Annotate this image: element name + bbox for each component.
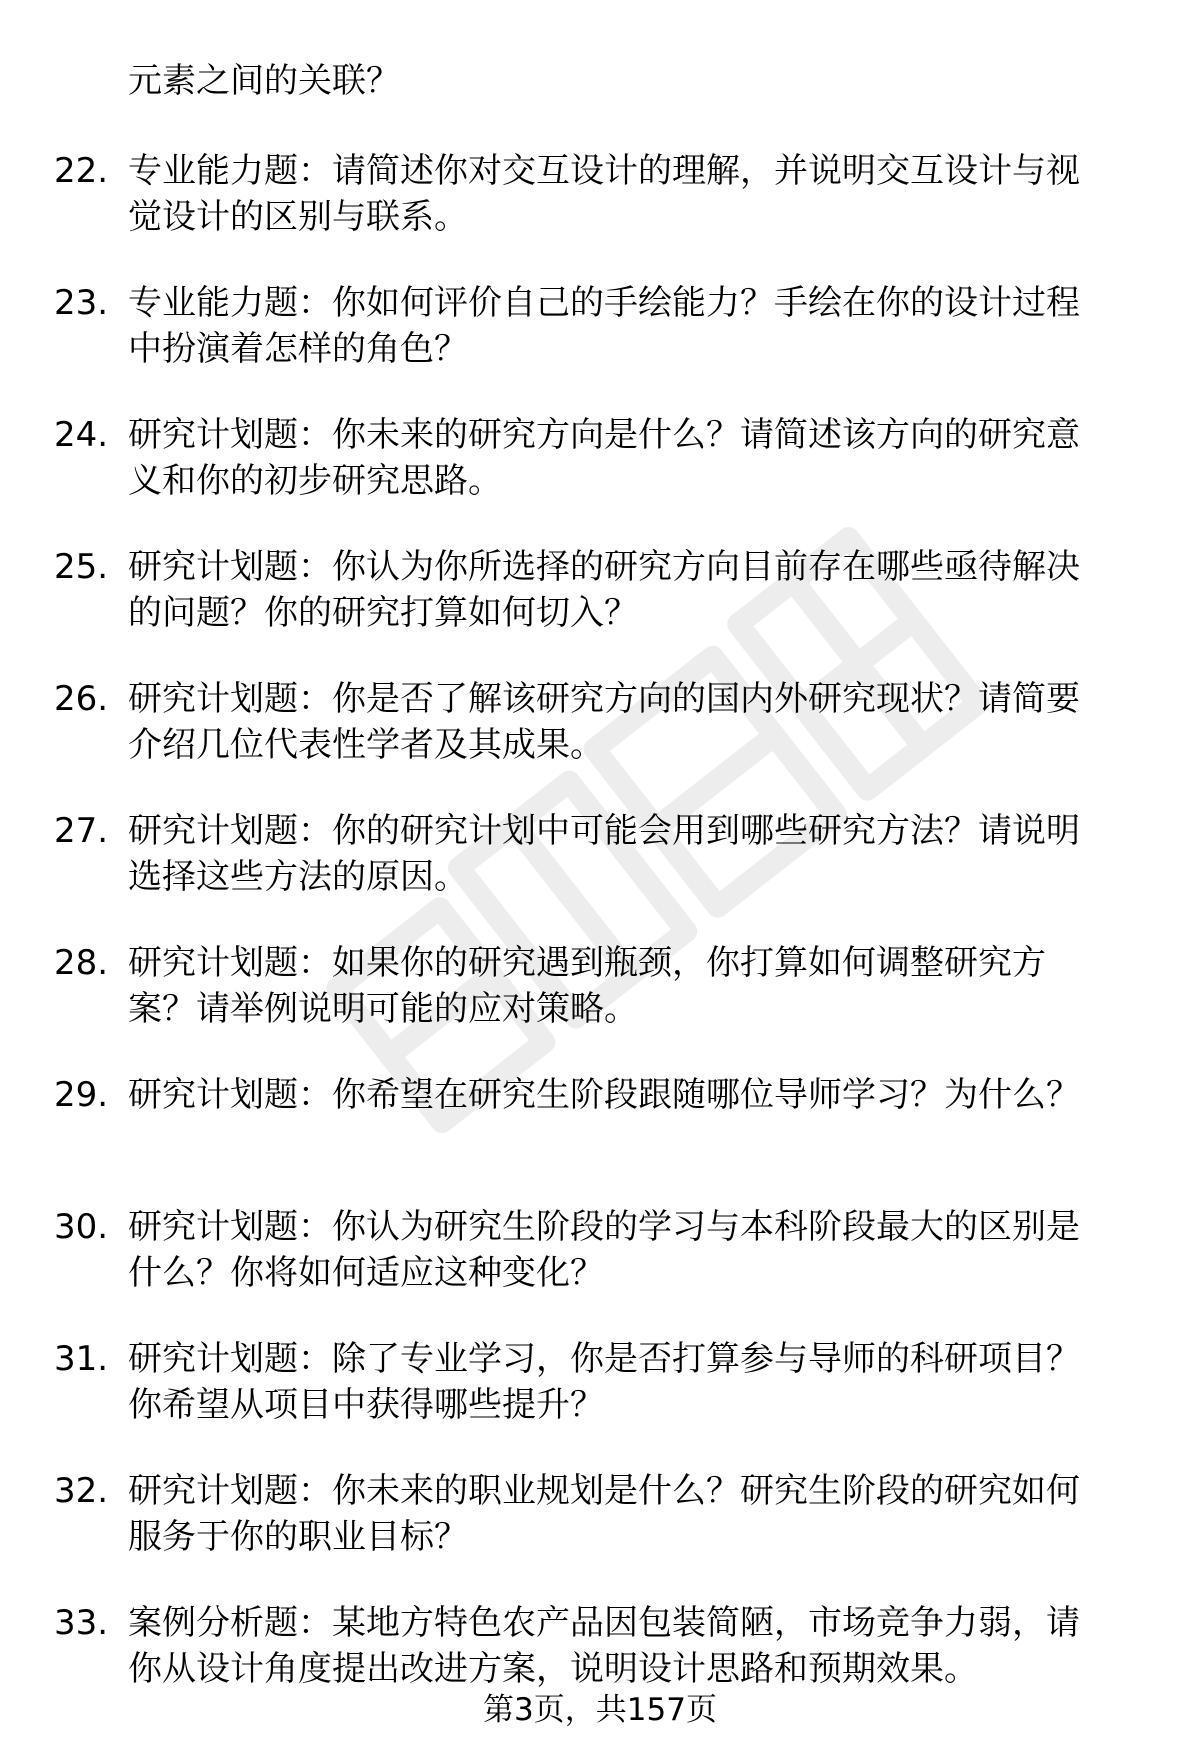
question-line: 研究计划题：你未来的研究方向是什么？请简述该方向的研究意	[128, 415, 1080, 455]
question-number: 27.	[54, 811, 109, 851]
question-line: 研究计划题：如果你的研究遇到瓶颈，你打算如何调整研究方	[128, 943, 1046, 983]
question-item	[0, 1460, 1200, 1592]
question-text	[128, 1468, 1138, 1560]
question-line: 中扮演着怎样的角色？	[128, 329, 468, 369]
question-number: 24.	[54, 415, 109, 455]
question-line: 专业能力题：请简述你对交互设计的理解，并说明交互设计与视	[128, 151, 1080, 191]
question-line: 研究计划题：你是否了解该研究方向的国内外研究现状？请简要	[128, 679, 1080, 719]
question-text	[128, 1336, 1138, 1428]
question-number: 25.	[54, 547, 109, 587]
question-item	[0, 1196, 1200, 1328]
question-number: 30.	[54, 1207, 109, 1247]
question-line: 你从设计角度提出改进方案，说明设计思路和预期效果。	[128, 1649, 978, 1689]
question-item	[0, 140, 1200, 272]
question-item	[0, 800, 1200, 932]
question-item	[0, 1064, 1200, 1196]
page-footer: 第3页，共157页	[483, 1692, 717, 1728]
question-number: 28.	[54, 943, 109, 983]
question-text	[128, 1600, 1138, 1692]
question-item	[0, 404, 1200, 536]
question-text	[128, 412, 1138, 504]
question-line: 研究计划题：你未来的职业规划是什么？研究生阶段的研究如何	[128, 1471, 1080, 1511]
question-number: 29.	[54, 1075, 109, 1115]
question-item	[0, 668, 1200, 800]
question-text	[128, 1072, 1138, 1118]
question-line: 觉设计的区别与联系。	[128, 197, 468, 237]
question-text	[128, 148, 1138, 240]
question-list	[0, 140, 1200, 1724]
question-item	[0, 932, 1200, 1064]
question-item	[0, 1328, 1200, 1460]
question-line: 义和你的初步研究思路。	[128, 461, 502, 501]
question-text	[128, 1204, 1138, 1296]
question-number: 31.	[54, 1339, 109, 1379]
question-number: 26.	[54, 679, 109, 719]
question-number: 33.	[54, 1603, 109, 1643]
question-text	[128, 940, 1138, 1032]
continuation-text: 元素之间的关联？	[128, 61, 400, 101]
question-text	[128, 280, 1138, 372]
question-line: 选择这些方法的原因。	[128, 857, 468, 897]
question-line: 专业能力题：你如何评价自己的手绘能力？手绘在你的设计过程	[128, 283, 1080, 323]
question-item	[0, 272, 1200, 404]
question-line: 你希望从项目中获得哪些提升？	[128, 1385, 604, 1425]
question-line: 研究计划题：你的研究计划中可能会用到哪些研究方法？请说明	[128, 811, 1080, 851]
question-line: 研究计划题：你认为你所选择的研究方向目前存在哪些亟待解决	[128, 547, 1080, 587]
question-line: 研究计划题：你希望在研究生阶段跟随哪位导师学习？为什么？	[128, 1075, 1080, 1115]
question-number: 23.	[54, 283, 109, 323]
question-text	[128, 544, 1138, 636]
question-line: 案？请举例说明可能的应对策略。	[128, 989, 638, 1029]
question-text	[128, 676, 1138, 768]
question-line: 介绍几位代表性学者及其成果。	[128, 725, 604, 765]
question-line: 服务于你的职业目标？	[128, 1517, 468, 1557]
question-line: 的问题？你的研究打算如何切入？	[128, 593, 638, 633]
question-line: 研究计划题：你认为研究生阶段的学习与本科阶段最大的区别是	[128, 1207, 1080, 1247]
question-item	[0, 536, 1200, 668]
question-line: 什么？你将如何适应这种变化？	[128, 1253, 604, 1293]
question-line: 研究计划题：除了专业学习，你是否打算参与导师的科研项目？	[128, 1339, 1080, 1379]
question-number: 22.	[54, 151, 109, 191]
question-text	[128, 808, 1138, 900]
question-number: 32.	[54, 1471, 109, 1511]
question-line: 案例分析题：某地方特色农产品因包装简陋，市场竞争力弱，请	[128, 1603, 1080, 1643]
